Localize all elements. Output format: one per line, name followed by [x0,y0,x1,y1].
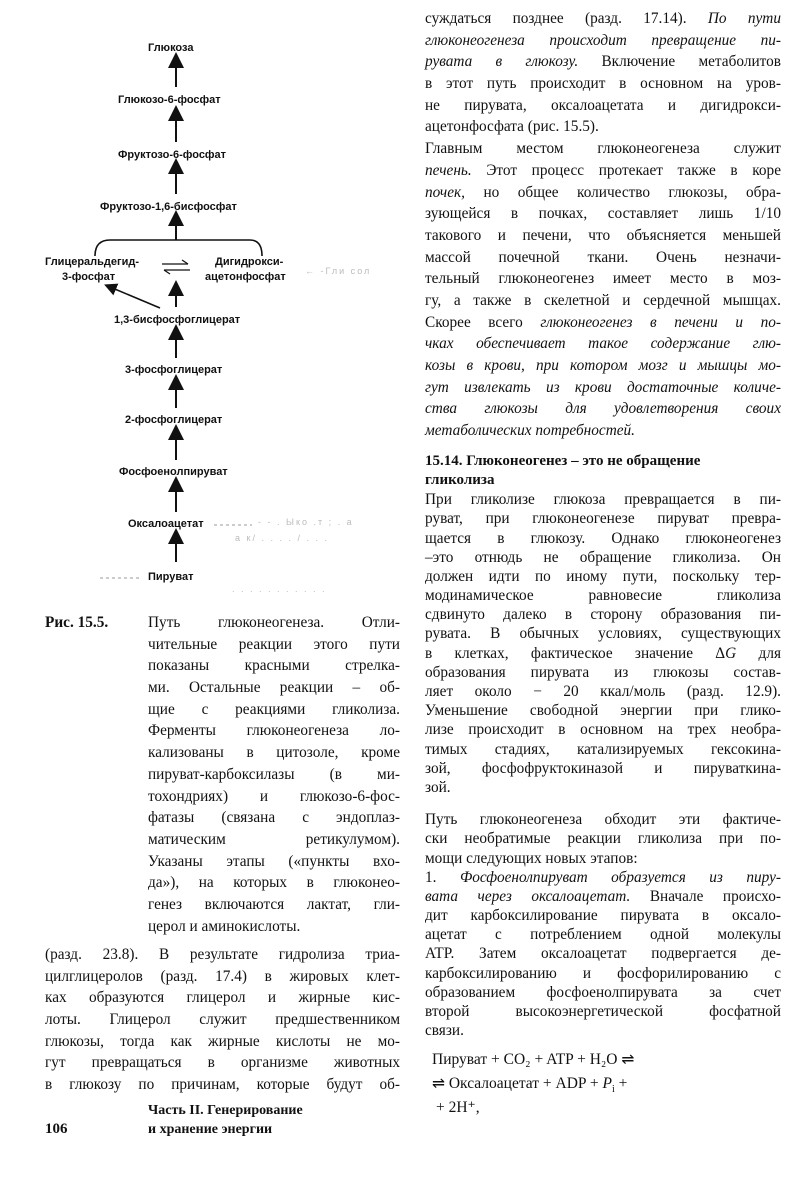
text-line [425,138,781,160]
text-segment: тельный глюконеогенез имеет место в моз- [425,270,781,288]
text-segment: фатазы (связана с эндоплаз- [148,809,400,827]
text-segment: тохондриях) и глюкозо-6-фос- [148,787,400,805]
text-line [425,964,781,983]
italic-text: вата через оксалоацетат. [425,887,631,905]
text-segment: матическим ретикулумом). [148,830,400,848]
text-line [425,509,781,528]
text-segment: карбоксилированию и фосфорилированию с [425,964,781,982]
section-heading [425,452,781,490]
text-line [425,849,781,868]
node-dhap-line1: Дигидрокси- [215,256,284,268]
text-segment: в клетках, фактическое значение Δ [425,644,726,662]
text-segment: дит карбоксилирование пирувата в оксало- [425,907,781,925]
text-segment: Указаны этапы («пункты вхо- [148,852,400,870]
text-segment: тимых стадиях, катализируемых гексокина- [425,740,781,758]
text-segment: мощи следующих новых этапов: [425,849,638,867]
text-line [148,829,400,851]
text-segment: в глюкозу по причинам, которые будут об- [45,1076,400,1094]
text-line [425,529,781,548]
text-line [45,1031,400,1053]
paragraph [425,490,781,797]
text-line [425,290,781,312]
text-line [425,116,781,138]
text-segment: генез включаются лактат, гли- [148,895,400,913]
text-line [148,764,400,786]
right-column [425,8,781,1040]
running-footer-part: Часть II. Генерирование [148,1103,303,1118]
equation-pi-subscript: i [611,1084,615,1096]
text-line [425,829,781,848]
text-line [148,699,400,721]
text-segment: второй высокоэнергетической фосфатной [425,1003,781,1020]
text-segment: ках образуются глицерол и жирные кис- [45,989,400,1007]
text-line [148,872,400,894]
text-segment: 1. [425,868,460,886]
running-footer-title: и хранение энергии [148,1122,273,1137]
text-segment: не пирувата, оксалоацетата и дигидрокси- [425,96,781,114]
text-line [425,1002,781,1021]
text-line [425,73,781,95]
text-segment: ацетат с потреблением одной молекулы [425,926,781,944]
text-line [425,203,781,225]
text-line [425,778,781,797]
text-line [425,740,781,759]
figure-label: Рис. 15.5. [45,614,109,631]
node-fructose-6-phosphate: Фруктозо-6-фосфат [118,149,227,161]
text-line [148,720,400,742]
italic-text: глюконеогенеза происходит превращение пи- [425,31,781,49]
text-line [425,720,781,739]
text-line [425,490,781,509]
text-segment: сдвинуто далеко в сторону образования пи- [425,606,781,624]
text-line [425,548,781,567]
text-line [425,420,781,442]
italic-text: почек, [425,183,465,201]
text-line [425,95,781,117]
text-segment: Путь глюконеогенеза обходит эти фактиче- [425,811,781,829]
text-line [425,1021,781,1040]
italic-text: козы в крови, при котором мозг и мышцы мо- [425,357,781,374]
text-line [425,810,781,829]
italic-text: G [725,644,737,662]
text-line [425,887,781,906]
text-segment: да»), на которых в глюконео- [148,874,400,892]
text-line [148,894,400,916]
text-line [425,624,781,643]
text-segment: лоты. Глицерол служит предшественником [45,1011,400,1029]
text-segment: Этот процесс протекает также в коре [471,161,781,179]
italic-text: печень. [425,161,472,179]
equation-text: ⇌ Оксалоацетат + ADP + [432,1075,603,1092]
text-segment: кализованы в цитозоле, кроме [148,744,400,762]
faint-label-glycerol: ← -Гли сол [305,266,372,276]
text-segment: гут превращаться в организме животных [45,1054,400,1072]
text-line [148,634,400,656]
text-segment: Путь глюконеогенеза. Отли- [148,614,400,631]
text-line [425,312,781,334]
text-line [425,51,781,73]
text-line [425,160,781,182]
text-line [425,944,781,963]
text-segment: рувата. В обычных условиях, существующих [425,625,781,643]
node-1-3-bisphosphoglycerate: 1,3-бисфосфоглицерат [114,314,241,326]
paragraph [425,8,781,442]
text-line [148,916,400,938]
text-line [148,655,400,677]
text-line [148,677,400,699]
text-segment: для [736,644,781,662]
text-segment: в этот путь происходит в основном на уров- [425,75,781,93]
text-segment: Уменьшение свободной энергии при глико- [425,702,781,720]
text-segment: цилглицеролов (разд. 17.4) в жировых клет- [45,967,400,985]
text-segment: чительные реакции этого пути [148,635,400,653]
text-line [148,851,400,873]
diagram-arrows [0,0,420,600]
node-glucose-6-phosphate: Глюкозо-6-фосфат [118,94,221,106]
faint-label-oxaloacetate-2: а к/ . . . . / . . . [235,533,329,543]
equation-text: + [614,1075,628,1092]
text-line [425,247,781,269]
text-segment: модинамическое равновесие гликолиза [425,587,781,605]
text-line [425,925,781,944]
equation-line-3: + 2H⁺, [436,1099,480,1116]
text-segment: должен идти по иному пути, поскольку тер- [425,567,781,585]
text-segment: Вначале происхо- [630,887,781,905]
text-line [425,644,781,663]
paragraph [425,810,781,1040]
figure-caption [148,612,400,937]
italic-text: По пути [707,10,781,27]
text-segment: гу, а также в скелетной и сердечной мышцах. [425,291,781,309]
equation-line-2 [432,1074,627,1094]
text-line [425,759,781,778]
section-heading-line: 15.14. Глюконеогенез – это не обращение [425,452,701,469]
text-line [148,742,400,764]
left-body-text [45,944,400,1096]
text-line [45,966,400,988]
text-line [425,983,781,1002]
italic-text: рувата в глюкозу. [425,53,579,71]
text-segment: Скорее всего [425,313,541,331]
text-line [425,906,781,925]
text-segment: щие с реакциями гликолиза. [148,700,400,718]
text-segment: связи. [425,1022,464,1040]
text-line [45,1052,400,1074]
text-segment: –это отнюдь не обращение гликолиза. Он [425,548,781,566]
text-line [425,868,781,887]
text-line [425,567,781,586]
text-segment: Включение метаболитов [578,53,781,71]
italic-text: глюконеогенез в печени и по- [540,313,781,331]
text-line [425,682,781,701]
text-line [425,30,781,52]
text-segment: церол и аминокислоты. [148,917,301,935]
text-segment: такового и печени, что объясняется меньшей [425,226,781,244]
text-segment: Главным местом глюконеогенеза служит [425,140,781,158]
text-segment: ляет около − 20 ккал/моль (разд. 12.9). [425,683,781,700]
text-segment: образования пирувата из глюкозы состав- [425,663,781,681]
italic-text: ства глюкозы для удовлетворения своих [425,400,781,418]
text-line [148,786,400,808]
text-line [45,987,400,1009]
text-segment: но общее количество глюкозы, обра- [464,183,781,201]
text-segment: (разд. 23.8). В результате гидролиза триа- [45,946,400,963]
text-line [425,268,781,290]
text-line [425,377,781,399]
section-heading-line: гликолиза [425,471,495,488]
faint-label-oxaloacetate-1: - - . Ыко .т ; . а [258,517,354,527]
text-segment: глюкозы, тогда как жирные кислоты не мо- [45,1032,400,1050]
text-line [148,612,400,634]
text-segment: пируват-карбоксилазы (в ми- [148,765,400,783]
text-line [45,944,400,966]
text-segment: ацетонфосфата (рис. 15.5). [425,118,599,136]
brace [95,240,262,256]
node-2-phosphoglycerate: 2-фосфоглицерат [125,414,223,426]
italic-text: Фосфоенолпируват образуется из пиру- [459,868,781,886]
node-dhap-line2: ацетонфосфат [205,271,286,283]
arrow-diag [110,287,160,308]
text-line [148,807,400,829]
node-oxaloacetate: Оксалоацетат [128,518,204,530]
text-segment: ми. Остальные реакции – об- [148,679,400,697]
node-pyruvate: Пируват [148,571,194,583]
text-segment: зой, фосфофруктокиназой и пируваткина- [425,759,781,777]
text-segment: руват, при глюконеогенезе пируват превра- [425,510,781,528]
text-line [425,605,781,624]
page-number: 106 [45,1121,68,1137]
text-segment: При гликолизе глюкоза превращается в пи- [425,491,781,509]
text-segment: показаны красными стрелка- [148,657,400,675]
text-line [425,398,781,420]
text-segment: Ферменты глюконеогенеза ло- [148,722,400,740]
text-line [425,8,781,30]
italic-text: гут извлекать из крови достаточные количе- [425,378,781,396]
text-line [425,182,781,204]
text-segment: ски необратимые реакции гликолиза при по- [425,830,781,848]
text-line [425,586,781,605]
node-3-phosphoglycerate: 3-фосфоглицерат [125,364,223,376]
text-segment: зой. [425,778,451,796]
text-segment: ATP. Затем оксалоацетат подвергается де- [425,945,781,963]
text-line [425,333,781,355]
equation-line-1: Пируват + CO₂ + ATP + H₂O ⇌ [432,1051,635,1068]
text-line [45,1009,400,1031]
text-line [425,701,781,720]
node-phosphoenolpyruvate: Фосфоенолпируват [119,466,228,478]
node-fructose-1-6-bisphosphate: Фруктозо-1,6-бисфосфат [100,201,237,213]
text-segment: щается в глюкозу. Однако глюконеогенез [425,529,781,547]
italic-text: чках обеспечивает такое содержание глю- [425,335,781,353]
text-segment: образованием фосфоенолпирувата за счет [425,983,781,1001]
node-glucose: Глюкоза [148,42,194,54]
equation-pi: P [602,1075,612,1092]
node-glyceraldehyde-3-phosphate-line2: 3-фосфат [62,271,116,283]
text-line [425,225,781,247]
text-line [45,1074,400,1096]
faint-label-pyruvate: . . . . . . . . . . . [232,584,327,594]
text-segment: суждаться позднее (разд. 17.14). [425,10,708,27]
node-glyceraldehyde-3-phosphate-line1: Глицеральдегид- [45,256,139,268]
text-segment: массой почечной ткани. Очень незначи- [425,248,781,266]
text-segment: лизе происходит в основном на трех необра- [425,721,781,739]
text-segment: зующейся в почках, составляет лишь 1/10 [425,205,781,223]
text-line [425,355,781,377]
italic-text: метаболических потребностей. [425,422,636,440]
text-line [425,663,781,682]
